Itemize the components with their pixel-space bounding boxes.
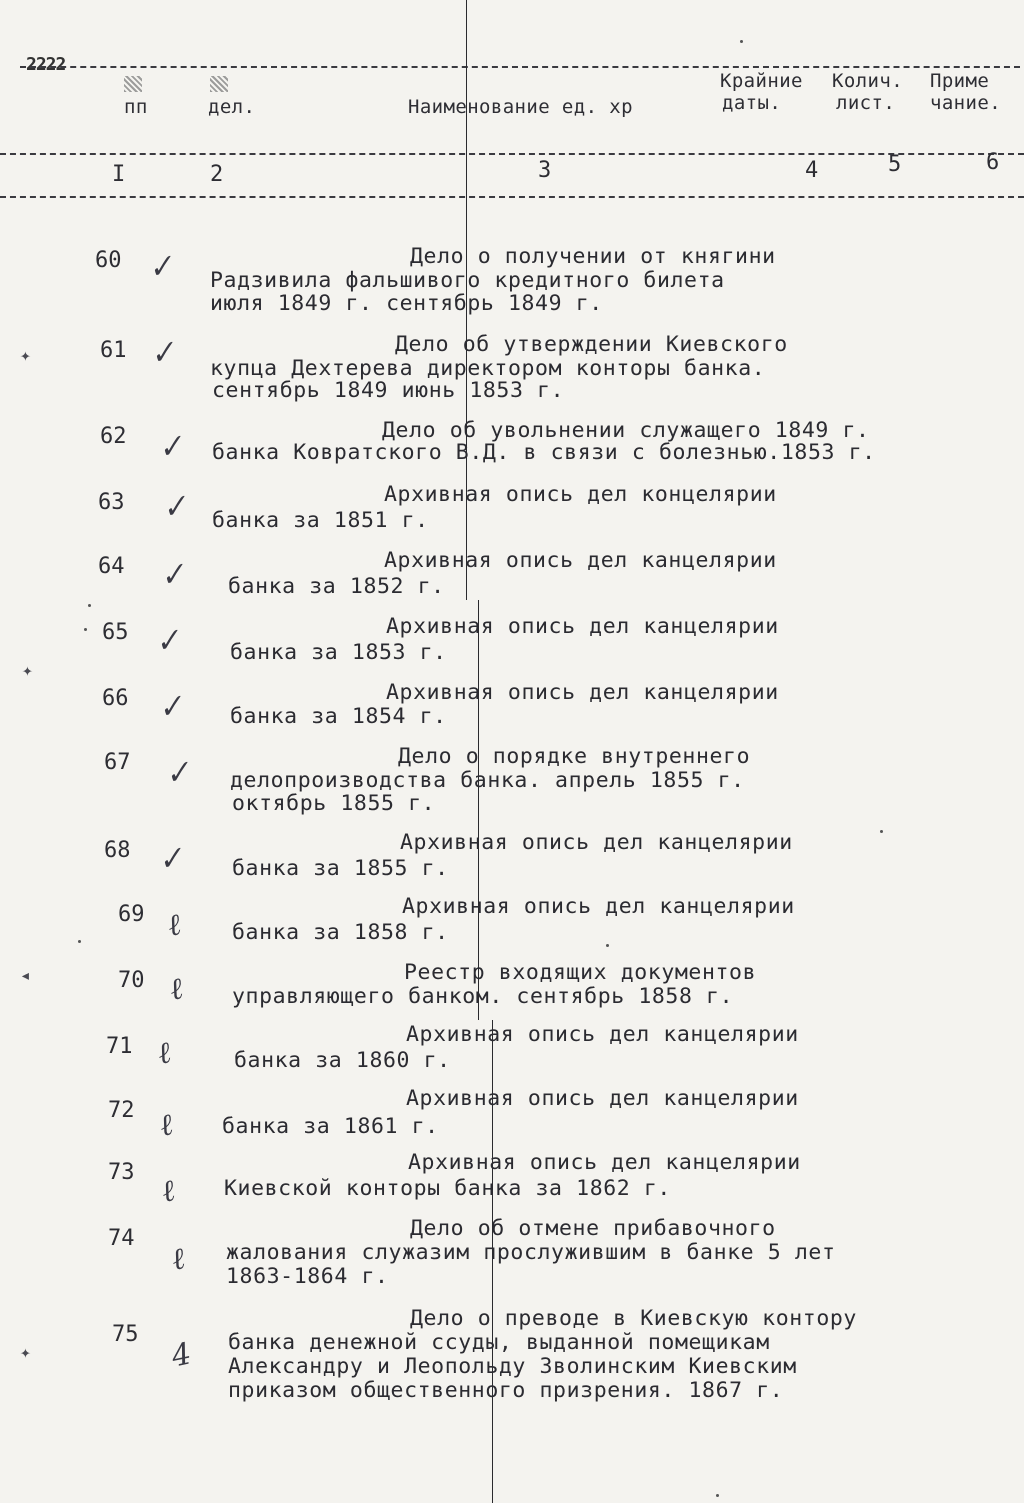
entry-text: банка за 1851 г. — [212, 508, 429, 533]
entry-text: банка за 1855 г. — [232, 856, 449, 881]
entry-text: июля 1849 г. сентябрь 1849 г. — [210, 291, 603, 316]
check-mark-icon: ℓ — [164, 907, 185, 944]
check-mark-icon: ✓ — [151, 621, 184, 662]
entry-text: Дело об увольнении служащего 1849 г. — [382, 418, 870, 443]
check-mark-icon: ℓ — [154, 1035, 175, 1072]
entry-text: управляющего банком. сентябрь 1858 г. — [232, 984, 734, 1009]
column-number-1: I — [112, 162, 126, 187]
header-col-name: Наименование ед. хр — [408, 96, 633, 118]
column-number-3: 3 — [538, 158, 552, 183]
entry-text: банка за 1858 г. — [232, 920, 449, 945]
entry-number: 71 — [106, 1034, 133, 1059]
fold-line — [478, 600, 479, 1020]
entry-text: банка денежной ссуды, выданной помещикам — [228, 1330, 770, 1355]
header-col-del: дел. — [208, 96, 256, 118]
header-col-sheets-line2: лист. — [836, 92, 896, 114]
check-mark-icon: ✓ — [158, 487, 191, 528]
entry-text: Дело о получении от княгини — [410, 244, 776, 269]
entry-text: 1863-1864 г. — [226, 1264, 389, 1289]
entry-text: Архивная опись дел канцелярии — [402, 894, 795, 919]
column-number-6: 6 — [986, 150, 1000, 175]
check-mark-icon: ℓ — [156, 1107, 177, 1144]
check-mark-icon: ✓ — [161, 753, 194, 794]
header-col-notes-line2: чание. — [930, 92, 1002, 114]
speck — [78, 940, 81, 943]
page-number: 2222 — [26, 54, 66, 75]
header-col-dates-line1: Крайние — [720, 70, 803, 92]
entry-number: 73 — [108, 1160, 135, 1185]
entry-text: Архивная опись дел канцелярии — [406, 1022, 799, 1047]
entry-text: приказом общественного призрения. 1867 г. — [228, 1378, 784, 1403]
check-mark-icon: ✓ — [154, 687, 187, 728]
entry-text: Реестр входящих документов — [404, 960, 757, 985]
entry-text: Дело о преводе в Киевскую контору — [410, 1306, 857, 1331]
header-top-rule — [20, 66, 1020, 68]
check-mark-icon: ℓ — [166, 971, 187, 1008]
entry-text: октябрь 1855 г. — [232, 791, 436, 816]
header-bottom-rule — [0, 153, 1024, 155]
column-number-5: 5 — [888, 152, 902, 177]
column-numbers-rule — [0, 196, 1024, 198]
entry-text: жалования служазим прослужившим в банке 5 лет — [226, 1240, 836, 1265]
ink-blot: ✦ — [20, 1342, 31, 1363]
entry-number: 63 — [98, 490, 125, 515]
entry-text: Архивная опись дел канцелярии — [406, 1086, 799, 1111]
entry-text: банка за 1861 г. — [222, 1114, 439, 1139]
check-mark-icon: ✓ — [144, 247, 177, 288]
column-number-2: 2 — [210, 162, 224, 187]
entry-text: банка Ковратского В.Д. в связи с болезнью.1853 г. — [212, 440, 876, 465]
speck — [740, 40, 743, 43]
entry-number: 60 — [95, 248, 122, 273]
entry-number: 65 — [102, 620, 129, 645]
entry-number: 74 — [108, 1226, 135, 1251]
ink-blot: ✦ — [20, 345, 31, 366]
entry-text: Архивная опись дел канцелярии — [386, 680, 779, 705]
check-mark-icon: ✓ — [154, 839, 187, 880]
check-mark-icon: ✓ — [156, 555, 189, 596]
entry-text: банка за 1854 г. — [230, 704, 447, 729]
check-mark-icon: ✓ — [146, 333, 179, 374]
ink-blot: ✦ — [22, 660, 33, 681]
stamp-mark — [124, 76, 142, 92]
check-mark-icon: ℓ — [158, 1173, 179, 1210]
entry-text: Киевской конторы банка за 1862 г. — [224, 1176, 671, 1201]
header-col-pp: пп — [124, 96, 148, 118]
entry-number: 69 — [118, 902, 145, 927]
entry-number: 75 — [112, 1322, 139, 1347]
speck — [88, 604, 91, 607]
check-mark-icon: ℓ — [168, 1241, 189, 1278]
speck — [716, 1494, 719, 1497]
header-col-sheets-line1: Колич. — [832, 70, 904, 92]
entry-number: 68 — [104, 838, 131, 863]
entry-text: Дело об утверждении Киевского — [395, 332, 788, 357]
entry-number: 61 — [100, 338, 127, 363]
check-mark-icon: 4 — [168, 1336, 195, 1375]
header-col-notes-line1: Приме — [930, 70, 990, 92]
speck — [606, 944, 609, 947]
entry-text: делопроизводства банка. апрель 1855 г. — [230, 768, 745, 793]
speck — [880, 830, 883, 833]
entry-number: 70 — [118, 968, 145, 993]
ink-blot: ◂ — [20, 965, 31, 986]
column-number-4: 4 — [805, 158, 819, 183]
entry-number: 72 — [108, 1098, 135, 1123]
entry-number: 64 — [98, 554, 125, 579]
entry-text: купца Дехтерева директором конторы банка. — [210, 356, 766, 381]
entry-text: банка за 1860 г. — [234, 1048, 451, 1073]
speck — [84, 628, 87, 631]
entry-text: Архивная опись дел канцелярии — [384, 548, 777, 573]
entry-number: 62 — [100, 424, 127, 449]
entry-text: Радзивила фальшивого кредитного билета — [210, 268, 725, 293]
entry-text: Архивная опись дел концелярии — [384, 482, 777, 507]
entry-number: 66 — [102, 686, 129, 711]
entry-number: 67 — [104, 750, 131, 775]
entry-text: банка за 1852 г. — [228, 574, 445, 599]
entry-text: Архивная опись дел канцелярии — [400, 830, 793, 855]
entry-text: сентябрь 1849 июнь 1853 г. — [212, 378, 565, 403]
entry-text: Дело об отмене прибавочного — [410, 1216, 776, 1241]
entry-text: банка за 1853 г. — [230, 640, 447, 665]
stamp-mark — [210, 76, 228, 92]
entry-text: Дело о порядке внутреннего — [398, 744, 751, 769]
header-col-dates-line2: даты. — [722, 92, 782, 114]
entry-text: Архивная опись дел канцелярии — [386, 614, 779, 639]
entry-text: Архивная опись дел канцелярии — [408, 1150, 801, 1175]
check-mark-icon: ✓ — [154, 427, 187, 468]
entry-text: Александру и Леопольду Зволинским Киевским — [228, 1354, 797, 1379]
